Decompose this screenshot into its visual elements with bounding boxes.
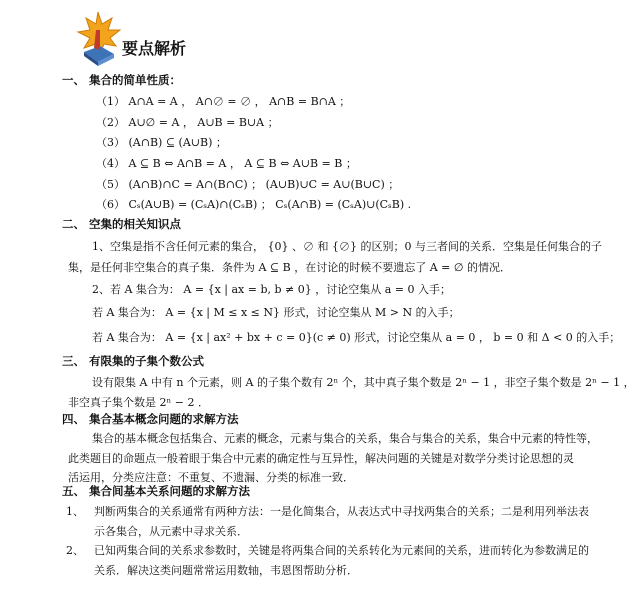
- method-1-number: 1、: [66, 505, 84, 518]
- method-2-line-2: 关系．解决这类问题常常运用数轴，韦恩图帮助分析．: [94, 564, 358, 577]
- property-item-1: （1） A∩A = A ， A∩∅ = ∅ ， A∩B = B∩A ；: [96, 95, 351, 108]
- empty-set-para-1a: 1、空集是指不含任何元素的集合， {0} 、∅ 和 {∅} 的区别；0 与三者间的关系．空集是任何集合的子: [92, 240, 602, 253]
- empty-set-para-2: 2、若 A 集合为： A = {x | ax = b, b ≠ 0} ，讨论空集从 a = 0 入手；: [92, 283, 451, 296]
- section-1-heading: 一、 集合的简单性质：: [62, 73, 182, 87]
- section-3-heading: 三、 有限集的子集个数公式: [62, 354, 205, 368]
- method-2-line-1: 已知两集合间的关系求参数时，关键是将两集合间的关系转化为元素间的关系，进而转化为参数满足的: [94, 544, 589, 557]
- subset-count-para-1: 设有限集 A 中有 n 个元素，则 A 的子集个数有 2ⁿ 个，其中真子集个数是 2ⁿ − 1 ，非空子集个数是 2ⁿ − 1 ，: [92, 376, 635, 389]
- property-item-5: （5） (A∩B)∩C = A∩(B∩C) ； (A∪B)∪C = A∪(B∪C) ；: [96, 178, 400, 191]
- empty-set-para-3: 若 A 集合为： A = {x | M ≤ x ≤ N} 形式，讨论空集从 M > N 的入手；: [92, 306, 460, 319]
- maple-leaf-book-logo: [70, 8, 126, 68]
- concept-line-1: 集合的基本概念包括集合、元素的概念，元素与集合的关系，集合与集合的关系，集合中元素的特性等，: [92, 432, 598, 445]
- property-item-6: （6） Cₛ(A∪B) = (CₛA)∩(CₛB) ； Cₛ(A∩B) = (CₛA)∪(CₛB) .: [96, 198, 412, 211]
- page-title: 要点解析: [122, 39, 187, 58]
- property-item-2: （2） A∪∅ = A ， A∪B = B∪A ；: [96, 116, 279, 129]
- property-item-4: （4） A ⊆ B ⇔ A∩B = A ， A ⊆ B ⇔ A∪B = B ；: [96, 157, 357, 170]
- method-2-number: 2、: [66, 544, 84, 557]
- section-2-heading: 二、 空集的相关知识点: [62, 217, 182, 231]
- section-5-heading: 五、 集合间基本关系问题的求解方法: [62, 484, 251, 498]
- subset-count-para-2: 非空真子集个数是 2ⁿ − 2 ．: [68, 396, 209, 409]
- empty-set-para-1b: 集，是任何非空集合的真子集．条件为 A ⊆ B ，在讨论的时候不要遗忘了 A = ∅ 的情况．: [68, 261, 511, 274]
- method-1-line-1: 判断两集合的关系通常有两种方法：一是化简集合，从表达式中寻找两集合的关系；二是利用列举法表: [94, 505, 589, 518]
- property-item-3: （3） (A∩B) ⊆ (A∪B) ；: [96, 136, 227, 149]
- method-1-line-2: 示各集合，从元素中寻求关系．: [94, 525, 248, 538]
- concept-line-3: 活运用，分类应注意：不重复、不遗漏、分类的标准一致．: [68, 471, 354, 484]
- empty-set-para-4: 若 A 集合为： A = {x | ax² + bx + c = 0}(c ≠ 0) 形式，讨论空集从 a = 0 ， b = 0 和 Δ < 0 的入手；: [92, 331, 621, 344]
- concept-line-2: 此类题目的命题点一般着眼于集合中元素的确定性与互异性，解决问题的关键是对数学分类讨论思想的灵: [68, 452, 574, 465]
- section-4-heading: 四、 集合基本概念问题的求解方法: [62, 412, 239, 426]
